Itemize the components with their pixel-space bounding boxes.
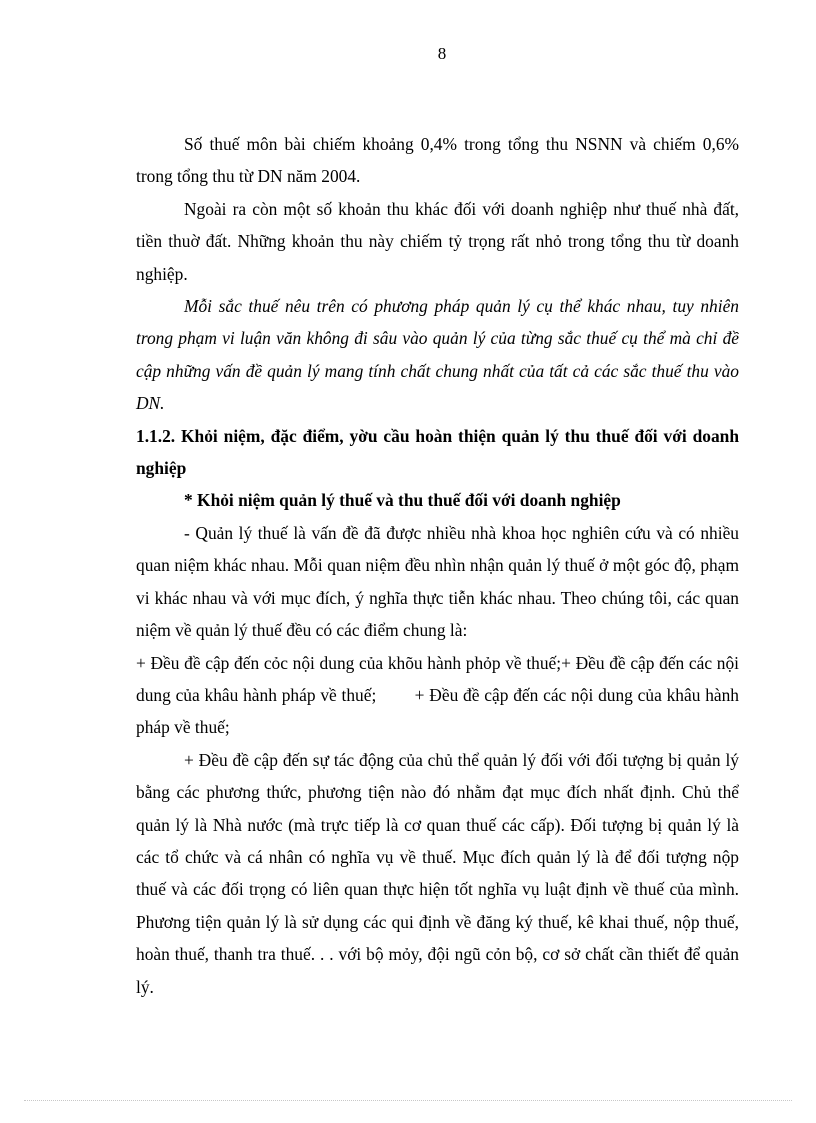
paragraph-tax-management-concepts: - Quản lý thuế là vấn đề đã được nhiều nhà khoa học nghiên cứu và có nhiều quan niệm khác nhau. Mỗi quan niệm đều nhìn nhận quản lý thuế ở một góc độ, phạm vi khác nhau và với mục đích, ý nghĩa thực tiễn khác nhau. Theo chúng tôi, các quan niệm về quản lý thuế đều có các điểm chung là: — [136, 522, 739, 641]
document-body — [136, 128, 744, 1003]
paragraph-license-tax: Số thuế môn bài chiếm khoảng 0,4% trong tổng thu NSNN và chiếm 0,6% trong tổng thu từ DN năm 2004. — [136, 134, 739, 187]
section-heading: 1.1.2. Khỏi niệm, đặc điểm, yờu cầu hoàn thiện quản lý thu thuế đối với doanh nghiệp — [136, 425, 739, 479]
paragraph-management-subject: + Đều đề cập đến sự tác động của chủ thể quản lý đối với đối tượng bị quản lý bằng các phương thức, phương tiện nào đó nhằm đạt mục đích nhất định. Chủ thể quản lý là Nhà nước (mà trực tiếp là cơ quan thuế các cấp). Đối tượng bị quản lý là các tổ chức và cá nhân có nghĩa vụ về thuế. Mục đích quản lý là để đối tượng nộp thuế và các đối trọng có liên quan thực hiện tốt nghĩa vụ luật định về thuế của mình. Phương tiện quản lý là sử dụng các qui định về đăng ký thuế, kê khai thuế, nộp thuế, hoàn thuế, thanh tra thuế. . . với bộ mỏy, đội ngũ cỏn bộ, cơ sở chất cần thiết để quản lý. — [136, 749, 739, 997]
subsection-heading: * Khỏi niệm quản lý thuế và thu thuế đối với doanh nghiệp — [184, 490, 621, 511]
paragraph-common-points: + Đều đề cập đến cỏc nội dung của khõu hành phỏp về thuế;+ Đều đề cập đến các nội dung của khâu hành pháp về thuế; + Đều đề cập đến các nội dung của khâu hành pháp về thuế; — [136, 652, 744, 738]
page-bottom-rule — [24, 1100, 792, 1101]
page-number: 8 — [437, 44, 447, 63]
paragraph-other-revenues: Ngoài ra còn một số khoản thu khác đối với doanh nghiệp như thuế nhà đất, tiền thuờ đất. Những khoản thu này chiếm tỷ trọng rất nhỏ trong tổng thu từ doanh nghiệp. — [136, 198, 739, 284]
paragraph-scope-note: Mỗi sắc thuế nêu trên có phương pháp quản lý cụ thể khác nhau, tuy nhiên trong phạm vi luận văn không đi sâu vào quản lý của từng sắc thuế cụ thể mà chỉ đề cập những vấn đề quản lý mang tính chất chung nhất của tất cả các sắc thuế thu vào DN. — [136, 296, 739, 414]
